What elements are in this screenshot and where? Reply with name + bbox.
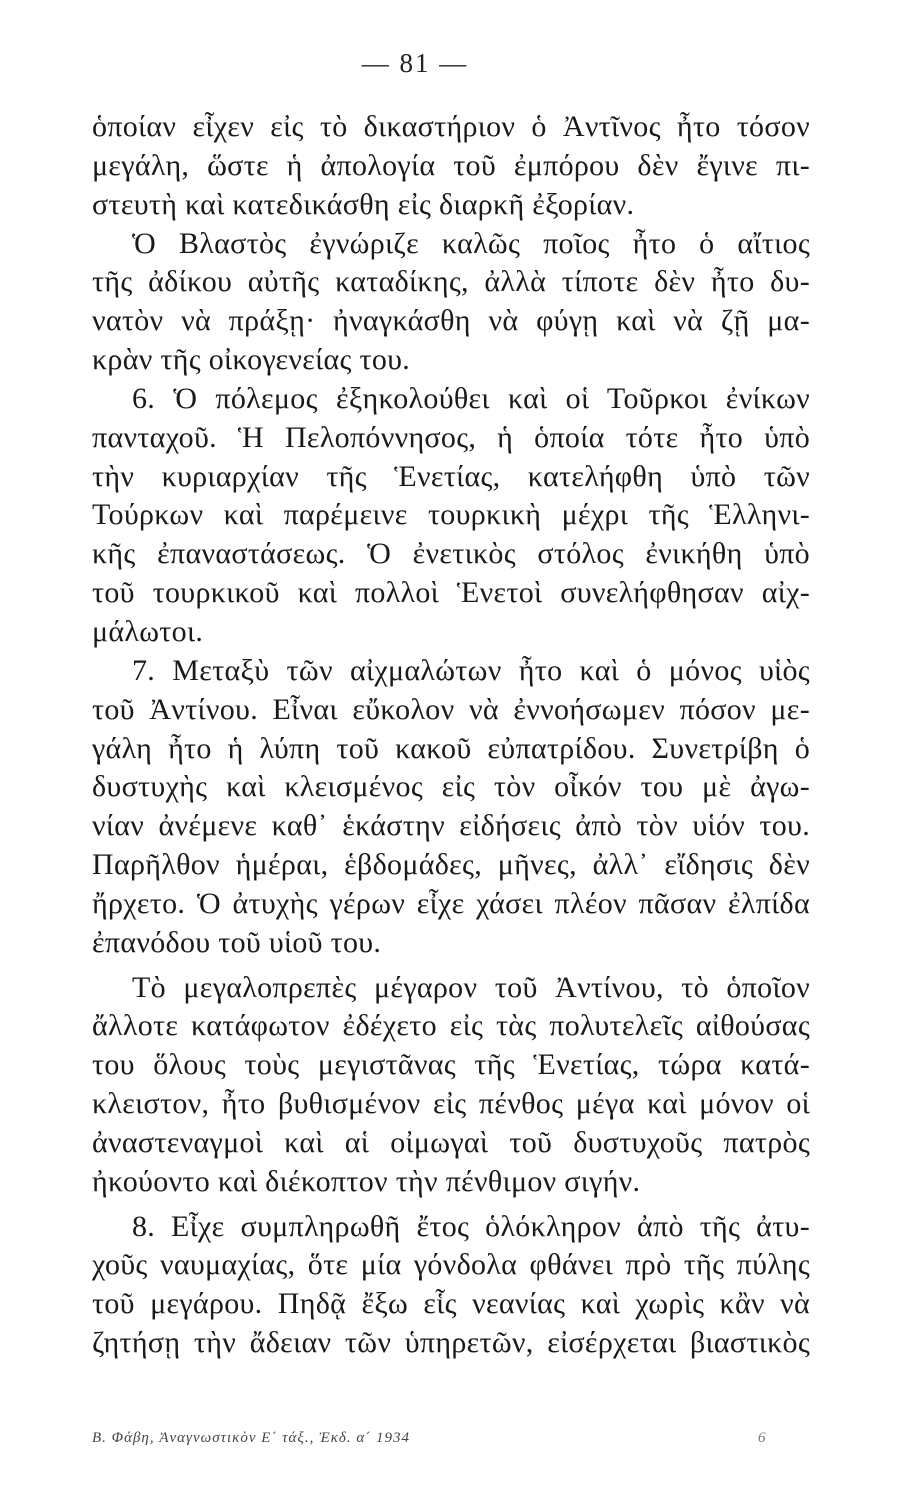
text-line: νατὸν νὰ πράξῃ· ἠναγκάσθη νὰ φύγῃ καὶ νὰ ζῇ μα-: [92, 304, 810, 338]
text-line: μάλωτοι.: [92, 614, 204, 648]
text-line: Τούρκων καὶ παρέμεινε τουρκικὴ μέχρι τῆς Ἑλληνι-: [92, 498, 810, 532]
text-line: τῆς ἀδίκου αὐτῆς καταδίκης, ἀλλὰ τίποτε δὲν ἦτο δυ-: [92, 265, 810, 299]
text-line: τὴν κυριαρχίαν τῆς Ἑνετίας, κατελήφθη ὑπὸ τῶν: [92, 459, 810, 493]
text-line: χοῦς ναυμαχίας, ὅτε μία γόνδολα φθάνει πρὸ τῆς πύλης: [92, 1248, 810, 1282]
text-line: 8. Εἶχε συμπληρωθῆ ἔτος ὁλόκληρον ἀπὸ τῆς ἀτυ-: [132, 1209, 810, 1243]
text-line: Ὁ Βλαστὸς ἐγνώριζε καλῶς ποῖος ἦτο ὁ αἴτιος: [132, 226, 810, 260]
text-line: νίαν ἀνέμενε καθ᾽ ἑκάστην εἰδήσεις ἀπὸ τὸν υἱόν του.: [92, 809, 810, 843]
text-line: Παρῆλθον ἡμέραι, ἑβδομάδες, μῆνες, ἀλλ᾽ εἴδησις δὲν: [92, 848, 810, 882]
text-line: πανταχοῦ. Ἡ Πελοπόννησος, ἡ ὁποία τότε ἦτο ὑπὸ: [92, 420, 810, 454]
text-line: κῆς ἐπαναστάσεως. Ὁ ἐνετικὸς στόλος ἐνικήθη ὑπὸ: [92, 537, 810, 571]
text-line: τοῦ Ἀντίνου. Εἶναι εὔκολον νὰ ἐννοήσωμεν πόσον με-: [92, 692, 810, 726]
text-line: δυστυχὴς καὶ κλεισμένος εἰς τὸν οἶκόν του μὲ ἀγω-: [92, 770, 810, 804]
text-line: στευτὴ καὶ κατεδικάσθη εἰς διαρκῆ ἐξορίαν.: [92, 187, 635, 221]
text-line: γάλη ἦτο ἡ λύπη τοῦ κακοῦ εὐπατρίδου. Συνετρίβη ὁ: [92, 731, 810, 765]
text-line: Τὸ μεγαλοπρεπὲς μέγαρον τοῦ Ἀντίνου, τὸ ὁποῖον: [132, 970, 810, 1004]
text-line: τοῦ μεγάρου. Πηδᾷ ἔξω εἷς νεανίας καὶ χωρὶς κἂν νὰ: [92, 1287, 810, 1321]
text-line: του ὅλους τοὺς μεγιστᾶνας τῆς Ἑνετίας, τώρα κατά-: [92, 1048, 810, 1082]
text-line: 6. Ὁ πόλεμος ἐξηκολούθει καὶ οἱ Τοῦρκοι ἐνίκων: [132, 381, 810, 415]
text-line: ἀναστεναγμοὶ καὶ αἱ οἰμωγαὶ τοῦ δυστυχοῦς πατρὸς: [92, 1125, 810, 1159]
body-text: [92, 108, 810, 1363]
text-line: 7. Μεταξὺ τῶν αἰχμαλώτων ἦτο καὶ ὁ μόνος υἱὸς: [132, 653, 810, 687]
text-line: ἄλλοτε κατάφωτον ἐδέχετο εἰς τὰς πολυτελεῖς αἰθούσας: [92, 1009, 810, 1043]
text-line: ὁποίαν εἶχεν εἰς τὸ δικαστήριον ὁ Ἀντῖνος ἦτο τόσον: [92, 110, 810, 143]
text-line: ζητήσῃ τὴν ἄδειαν τῶν ὑπηρετῶν, εἰσέρχεται βιαστικὸς: [92, 1326, 810, 1360]
footer-citation: Β. Φάβη, Ἀναγνωστικὸν Ε΄ τάξ., Ἐκδ. α΄ 1934: [92, 1430, 411, 1446]
text-line: μεγάλη, ὥστε ἡ ἀπολογία τοῦ ἐμπόρου δὲν ἔγινε πι-: [92, 148, 810, 182]
signature-mark: 6: [758, 1430, 766, 1446]
text-line: ἤρχετο. Ὁ ἀτυχὴς γέρων εἶχε χάσει πλέον πᾶσαν ἐλπίδα: [92, 886, 810, 920]
text-line: κλειστον, ἦτο βυθισμένον εἰς πένθος μέγα καὶ μόνον οἱ: [92, 1087, 810, 1121]
text-line: ἠκούοντο καὶ διέκοπτον τὴν πένθιμον σιγήν.: [92, 1164, 641, 1198]
text-line: τοῦ τουρκικοῦ καὶ πολλοὶ Ἑνετοὶ συνελήφθησαν αἰχ-: [92, 576, 810, 610]
text-line: ἐπανόδου τοῦ υἱοῦ του.: [92, 925, 382, 959]
text-line: κρὰν τῆς οἰκογενείας του.: [92, 343, 411, 377]
page-number: — 81 —: [361, 48, 469, 78]
